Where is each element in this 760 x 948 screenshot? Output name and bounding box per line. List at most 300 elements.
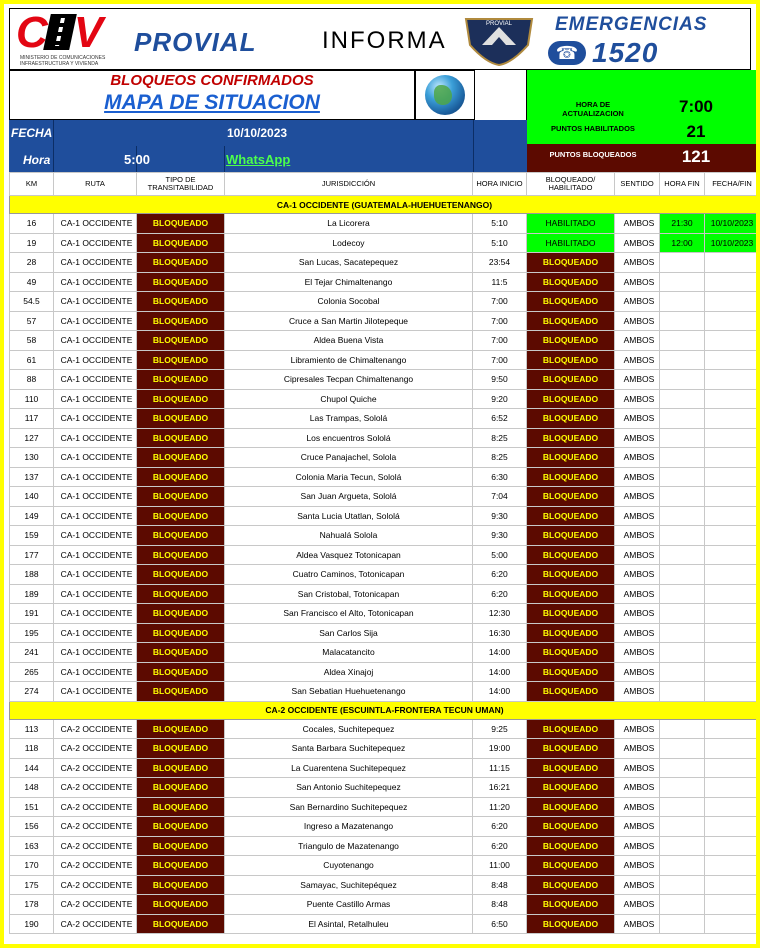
hora-fin-cell [660, 487, 705, 507]
fecha-fin-cell [705, 487, 760, 507]
tipo-cell: BLOQUEADO [137, 350, 225, 370]
estado-cell: BLOQUEADO [527, 565, 615, 585]
ruta-cell: CA-2 OCCIDENTE [54, 758, 137, 778]
ruta-cell: CA-2 OCCIDENTE [54, 719, 137, 739]
hora-actualizacion-label: HORA DE ACTUALIZACION [562, 100, 624, 118]
estado-cell: BLOQUEADO [527, 856, 615, 876]
estado-cell: BLOQUEADO [527, 797, 615, 817]
sentido-cell: AMBOS [615, 758, 660, 778]
sentido-cell: AMBOS [615, 643, 660, 663]
estado-cell: BLOQUEADO [527, 584, 615, 604]
table-row [10, 719, 760, 739]
table-row [10, 467, 760, 487]
section-title: CA-1 OCCIDENTE (GUATEMALA-HUEHUETENANGO) [10, 196, 760, 214]
sentido-cell: AMBOS [615, 350, 660, 370]
hora-inicio-cell: 8:48 [473, 875, 527, 895]
ruta-cell: CA-1 OCCIDENTE [54, 233, 137, 253]
hora-inicio-cell: 9:30 [473, 526, 527, 546]
table-row [10, 370, 760, 390]
hora-inicio-cell: 9:30 [473, 506, 527, 526]
fecha-fin-cell [705, 448, 760, 468]
sentido-cell: AMBOS [615, 778, 660, 798]
fecha-fin-cell: 10/10/2023 [705, 233, 760, 253]
tipo-cell: BLOQUEADO [137, 682, 225, 702]
km-cell: 163 [10, 836, 54, 856]
jurisdiccion-cell: Chupol Quiche [225, 389, 473, 409]
estado-cell: BLOQUEADO [527, 506, 615, 526]
table-row [10, 797, 760, 817]
estado-cell: BLOQUEADO [527, 272, 615, 292]
ruta-cell: CA-2 OCCIDENTE [54, 895, 137, 915]
table-row [10, 292, 760, 312]
hora-fin-cell [660, 292, 705, 312]
km-cell: 190 [10, 914, 54, 934]
fecha-fin-cell [705, 389, 760, 409]
fecha-fin-cell [705, 758, 760, 778]
estado-cell: BLOQUEADO [527, 253, 615, 273]
fecha-fin-cell [705, 836, 760, 856]
fecha-fin-cell [705, 623, 760, 643]
sentido-cell: AMBOS [615, 584, 660, 604]
jurisdiccion-cell: El Tejar Chimaltenango [225, 272, 473, 292]
hora-fin-cell [660, 719, 705, 739]
fecha-fin-cell [705, 331, 760, 351]
hora-fin-cell [660, 428, 705, 448]
ruta-cell: CA-2 OCCIDENTE [54, 856, 137, 876]
sentido-cell: AMBOS [615, 604, 660, 624]
tipo-cell: BLOQUEADO [137, 370, 225, 390]
jurisdiccion-cell: Nahualá Solola [225, 526, 473, 546]
table-row [10, 836, 760, 856]
table-row [10, 214, 760, 234]
sentido-cell: AMBOS [615, 331, 660, 351]
hora-inicio-cell: 9:50 [473, 370, 527, 390]
blockades-table [9, 172, 760, 934]
jurisdiccion-cell: Aldea Buena Vista [225, 331, 473, 351]
estado-cell: BLOQUEADO [527, 914, 615, 934]
table-row [10, 739, 760, 759]
column-header-fecha-fin: FECHA/FIN [705, 173, 760, 196]
jurisdiccion-cell: Cuyotenango [225, 856, 473, 876]
ruta-cell: CA-2 OCCIDENTE [54, 875, 137, 895]
tipo-cell: BLOQUEADO [137, 875, 225, 895]
title-box [9, 70, 415, 120]
km-cell: 88 [10, 370, 54, 390]
tipo-cell: BLOQUEADO [137, 914, 225, 934]
mapa-situacion-title: MAPA DE SITUACION [104, 91, 320, 114]
hora-inicio-cell: 7:00 [473, 331, 527, 351]
tipo-cell: BLOQUEADO [137, 662, 225, 682]
table-row [10, 350, 760, 370]
sentido-cell: AMBOS [615, 526, 660, 546]
jurisdiccion-cell: Aldea Xinajoj [225, 662, 473, 682]
jurisdiccion-cell: Colonia Socobal [225, 292, 473, 312]
puntos-bloqueados-value: 121 [681, 147, 711, 166]
fecha-fin-cell [705, 350, 760, 370]
tipo-cell: BLOQUEADO [137, 448, 225, 468]
fecha-fin-cell [705, 565, 760, 585]
ruta-cell: CA-2 OCCIDENTE [54, 797, 137, 817]
jurisdiccion-cell: Las Trampas, Sololá [225, 409, 473, 429]
ruta-cell: CA-1 OCCIDENTE [54, 487, 137, 507]
sentido-cell: AMBOS [615, 623, 660, 643]
km-cell: 58 [10, 331, 54, 351]
ruta-cell: CA-1 OCCIDENTE [54, 448, 137, 468]
sentido-cell: AMBOS [615, 311, 660, 331]
bloqueos-confirmados-title: BLOQUEOS CONFIRMADOS [110, 72, 314, 89]
sentido-cell: AMBOS [615, 682, 660, 702]
fecha-fin-cell [705, 428, 760, 448]
ruta-cell: CA-1 OCCIDENTE [54, 604, 137, 624]
table-row [10, 856, 760, 876]
sentido-cell: AMBOS [615, 253, 660, 273]
ruta-cell: CA-1 OCCIDENTE [54, 682, 137, 702]
hora-actualizacion-box [527, 70, 759, 120]
sentido-cell: AMBOS [615, 545, 660, 565]
tipo-cell: BLOQUEADO [137, 719, 225, 739]
sentido-cell: AMBOS [615, 467, 660, 487]
estado-cell: BLOQUEADO [527, 448, 615, 468]
banner [9, 8, 751, 70]
tipo-cell: BLOQUEADO [137, 409, 225, 429]
hora-label: Hora [23, 153, 51, 167]
hora-inicio-cell: 7:04 [473, 487, 527, 507]
hora-fin-cell [660, 623, 705, 643]
sentido-cell: AMBOS [615, 719, 660, 739]
column-header-row [10, 173, 760, 196]
hora-fin-cell [660, 836, 705, 856]
hora-fin-cell [660, 506, 705, 526]
sentido-cell: AMBOS [615, 448, 660, 468]
estado-cell: BLOQUEADO [527, 428, 615, 448]
hora-inicio-cell: 6:52 [473, 409, 527, 429]
hora-fin-cell [660, 448, 705, 468]
fecha-fin-cell [705, 272, 760, 292]
estado-cell: BLOQUEADO [527, 739, 615, 759]
estado-cell: BLOQUEADO [527, 604, 615, 624]
estado-cell: BLOQUEADO [527, 292, 615, 312]
sentido-cell: AMBOS [615, 565, 660, 585]
fecha-fin-cell [705, 292, 760, 312]
column-header-sentido: SENTIDO [615, 173, 660, 196]
estado-cell: BLOQUEADO [527, 487, 615, 507]
fecha-bar [9, 120, 527, 146]
tipo-cell: BLOQUEADO [137, 487, 225, 507]
hora-inicio-cell: 14:00 [473, 662, 527, 682]
km-cell: 19 [10, 233, 54, 253]
tipo-cell: BLOQUEADO [137, 545, 225, 565]
hora-fin-cell [660, 350, 705, 370]
puntos-bloqueados-label: PUNTOS BLOQUEADOS [549, 150, 637, 159]
table-row [10, 875, 760, 895]
ruta-cell: CA-1 OCCIDENTE [54, 389, 137, 409]
estado-cell: HABILITADO [527, 233, 615, 253]
column-header-jurisdiccion: JURISDICCIÓN [225, 173, 473, 196]
jurisdiccion-cell: Santa Barbara Suchitepequez [225, 739, 473, 759]
fecha-fin-cell [705, 467, 760, 487]
hora-inicio-cell: 8:25 [473, 428, 527, 448]
hora-actualizacion-value: 7:00 [678, 97, 714, 116]
column-header-tipo: TIPO DE TRANSITABILIDAD [137, 173, 225, 196]
globe-icon [425, 75, 465, 115]
km-cell: 178 [10, 895, 54, 915]
hora-fin-cell [660, 914, 705, 934]
table-row [10, 623, 760, 643]
km-cell: 49 [10, 272, 54, 292]
hora-fin-cell [660, 797, 705, 817]
hora-fin-cell: 12:00 [660, 233, 705, 253]
hora-inicio-cell: 7:00 [473, 292, 527, 312]
estado-cell: BLOQUEADO [527, 758, 615, 778]
ruta-cell: CA-1 OCCIDENTE [54, 214, 137, 234]
table-row [10, 682, 760, 702]
column-header-estado: BLOQUEADO/ HABILITADO [527, 173, 615, 196]
puntos-habilitados-box [527, 120, 759, 144]
hora-fin-cell [660, 758, 705, 778]
header-gap [475, 70, 527, 120]
estado-cell: HABILITADO [527, 214, 615, 234]
hora-fin-cell [660, 370, 705, 390]
hora-fin-cell [660, 662, 705, 682]
hora-fin-cell [660, 253, 705, 273]
km-cell: 127 [10, 428, 54, 448]
table-body [10, 173, 760, 934]
km-cell: 57 [10, 311, 54, 331]
section-header-row [10, 196, 760, 214]
tipo-cell: BLOQUEADO [137, 272, 225, 292]
fecha-fin-cell [705, 506, 760, 526]
fecha-fin-cell [705, 526, 760, 546]
hora-fin-cell: 21:30 [660, 214, 705, 234]
estado-cell: BLOQUEADO [527, 682, 615, 702]
fecha-fin-cell [705, 604, 760, 624]
table-row [10, 914, 760, 934]
jurisdiccion-cell: San Antonio Suchitepequez [225, 778, 473, 798]
estado-cell: BLOQUEADO [527, 545, 615, 565]
sentido-cell: AMBOS [615, 817, 660, 837]
hora-fin-cell [660, 545, 705, 565]
km-cell: 110 [10, 389, 54, 409]
km-cell: 159 [10, 526, 54, 546]
km-cell: 151 [10, 797, 54, 817]
tipo-cell: BLOQUEADO [137, 467, 225, 487]
hora-inicio-cell: 19:00 [473, 739, 527, 759]
hora-inicio-cell: 14:00 [473, 643, 527, 663]
tipo-cell: BLOQUEADO [137, 778, 225, 798]
sentido-cell: AMBOS [615, 662, 660, 682]
hora-inicio-cell: 11:15 [473, 758, 527, 778]
table-row [10, 487, 760, 507]
table-row [10, 448, 760, 468]
hora-inicio-cell: 9:25 [473, 719, 527, 739]
whatsapp-link[interactable]: WhatsApp [226, 152, 291, 167]
tipo-cell: BLOQUEADO [137, 856, 225, 876]
hora-inicio-cell: 6:50 [473, 914, 527, 934]
km-cell: 241 [10, 643, 54, 663]
jurisdiccion-cell: Los encuentros Sololá [225, 428, 473, 448]
table-row [10, 895, 760, 915]
estado-cell: BLOQUEADO [527, 895, 615, 915]
table-row [10, 758, 760, 778]
sentido-cell: AMBOS [615, 292, 660, 312]
ruta-cell: CA-1 OCCIDENTE [54, 565, 137, 585]
fecha-label: FECHA [11, 126, 53, 140]
jurisdiccion-cell: San Bernardino Suchitepequez [225, 797, 473, 817]
table-row [10, 584, 760, 604]
jurisdiccion-cell: San Cristobal, Totonicapan [225, 584, 473, 604]
hora-inicio-cell: 12:30 [473, 604, 527, 624]
ruta-cell: CA-2 OCCIDENTE [54, 817, 137, 837]
ruta-cell: CA-1 OCCIDENTE [54, 526, 137, 546]
table-row [10, 272, 760, 292]
section-header-row [10, 701, 760, 719]
tipo-cell: BLOQUEADO [137, 836, 225, 856]
jurisdiccion-cell: San Lucas, Sacatepequez [225, 253, 473, 273]
km-cell: 137 [10, 467, 54, 487]
jurisdiccion-cell: Libramiento de Chimaltenango [225, 350, 473, 370]
km-cell: 195 [10, 623, 54, 643]
sentido-cell: AMBOS [615, 214, 660, 234]
estado-cell: BLOQUEADO [527, 311, 615, 331]
km-cell: 156 [10, 817, 54, 837]
hora-fin-cell [660, 778, 705, 798]
fecha-value: 10/10/2023 [227, 126, 288, 140]
estado-cell: BLOQUEADO [527, 467, 615, 487]
km-cell: 149 [10, 506, 54, 526]
hora-fin-cell [660, 272, 705, 292]
estado-cell: BLOQUEADO [527, 817, 615, 837]
hora-fin-cell [660, 643, 705, 663]
jurisdiccion-cell: Samayac, Suchitepéquez [225, 875, 473, 895]
phone-number: 1520 [592, 37, 659, 68]
table-row [10, 604, 760, 624]
estado-cell: BLOQUEADO [527, 875, 615, 895]
jurisdiccion-cell: Puente Castillo Armas [225, 895, 473, 915]
jurisdiccion-cell: Cruce a San Martin Jilotepeque [225, 311, 473, 331]
fecha-fin-cell: 10/10/2023 [705, 214, 760, 234]
jurisdiccion-cell: Aldea Vasquez Totonicapan [225, 545, 473, 565]
sentido-cell: AMBOS [615, 797, 660, 817]
jurisdiccion-cell: San Carlos Sija [225, 623, 473, 643]
hora-inicio-cell: 7:00 [473, 311, 527, 331]
estado-cell: BLOQUEADO [527, 331, 615, 351]
km-cell: 191 [10, 604, 54, 624]
hora-inicio-cell: 5:00 [473, 545, 527, 565]
jurisdiccion-cell: Ingreso a Mazatenango [225, 817, 473, 837]
table-row [10, 331, 760, 351]
km-cell: 148 [10, 778, 54, 798]
emergency-phone [548, 39, 734, 69]
table-row [10, 311, 760, 331]
sentido-cell: AMBOS [615, 856, 660, 876]
tipo-cell: BLOQUEADO [137, 565, 225, 585]
tipo-cell: BLOQUEADO [137, 233, 225, 253]
hora-value: 5:00 [124, 152, 151, 167]
road-icon [43, 14, 77, 50]
table-row [10, 778, 760, 798]
sentido-cell: AMBOS [615, 233, 660, 253]
column-header-ruta: RUTA [54, 173, 137, 196]
km-cell: 117 [10, 409, 54, 429]
hora-inicio-cell: 6:30 [473, 467, 527, 487]
sentido-cell: AMBOS [615, 895, 660, 915]
column-header-km: KM [10, 173, 54, 196]
km-cell: 16 [10, 214, 54, 234]
km-cell: 189 [10, 584, 54, 604]
ruta-cell: CA-1 OCCIDENTE [54, 623, 137, 643]
tipo-cell: BLOQUEADO [137, 506, 225, 526]
fecha-fin-cell [705, 778, 760, 798]
hora-fin-cell [660, 682, 705, 702]
table-row [10, 389, 760, 409]
jurisdiccion-cell: San Sebatian Huehuetenango [225, 682, 473, 702]
hora-inicio-cell: 5:10 [473, 233, 527, 253]
tipo-cell: BLOQUEADO [137, 817, 225, 837]
hora-fin-cell [660, 565, 705, 585]
hora-bar [9, 146, 527, 172]
tipo-cell: BLOQUEADO [137, 428, 225, 448]
jurisdiccion-cell: San Juan Argueta, Sololá [225, 487, 473, 507]
km-cell: 54.5 [10, 292, 54, 312]
table-row [10, 526, 760, 546]
ruta-cell: CA-1 OCCIDENTE [54, 350, 137, 370]
estado-cell: BLOQUEADO [527, 526, 615, 546]
tipo-cell: BLOQUEADO [137, 214, 225, 234]
fecha-fin-cell [705, 719, 760, 739]
km-cell: 113 [10, 719, 54, 739]
hora-inicio-cell: 8:48 [473, 895, 527, 915]
estado-cell: BLOQUEADO [527, 623, 615, 643]
column-header-hora-fin: HORA FIN [660, 173, 705, 196]
hora-inicio-cell: 16:21 [473, 778, 527, 798]
fecha-fin-cell [705, 875, 760, 895]
table-row [10, 565, 760, 585]
jurisdiccion-cell: Lodecoy [225, 233, 473, 253]
km-cell: 61 [10, 350, 54, 370]
emergencias-text: EMERGENCIAS [555, 14, 708, 35]
ruta-cell: CA-2 OCCIDENTE [54, 914, 137, 934]
ruta-cell: CA-1 OCCIDENTE [54, 409, 137, 429]
hora-inicio-cell: 6:20 [473, 565, 527, 585]
tipo-cell: BLOQUEADO [137, 797, 225, 817]
jurisdiccion-cell: Malacatancito [225, 643, 473, 663]
estado-cell: BLOQUEADO [527, 836, 615, 856]
fecha-fin-cell [705, 545, 760, 565]
hora-fin-cell [660, 856, 705, 876]
informa-text: INFORMA [322, 27, 447, 54]
jurisdiccion-cell: La Cuarentena Suchitepequez [225, 758, 473, 778]
km-cell: 140 [10, 487, 54, 507]
ruta-cell: CA-1 OCCIDENTE [54, 467, 137, 487]
sentido-cell: AMBOS [615, 836, 660, 856]
fecha-fin-cell [705, 409, 760, 429]
puntos-habilitados-value: 21 [686, 122, 706, 141]
table-row [10, 662, 760, 682]
tipo-cell: BLOQUEADO [137, 895, 225, 915]
phone-icon: ☎ [548, 41, 586, 65]
table-row [10, 233, 760, 253]
tipo-cell: BLOQUEADO [137, 331, 225, 351]
sentido-cell: AMBOS [615, 739, 660, 759]
estado-cell: BLOQUEADO [527, 389, 615, 409]
hora-inicio-cell: 23:54 [473, 253, 527, 273]
jurisdiccion-cell: Cruce Panajachel, Solola [225, 448, 473, 468]
tipo-cell: BLOQUEADO [137, 758, 225, 778]
km-cell: 28 [10, 253, 54, 273]
sentido-cell: AMBOS [615, 506, 660, 526]
jurisdiccion-cell: Cipresales Tecpan Chimaltenango [225, 370, 473, 390]
ruta-cell: CA-1 OCCIDENTE [54, 545, 137, 565]
